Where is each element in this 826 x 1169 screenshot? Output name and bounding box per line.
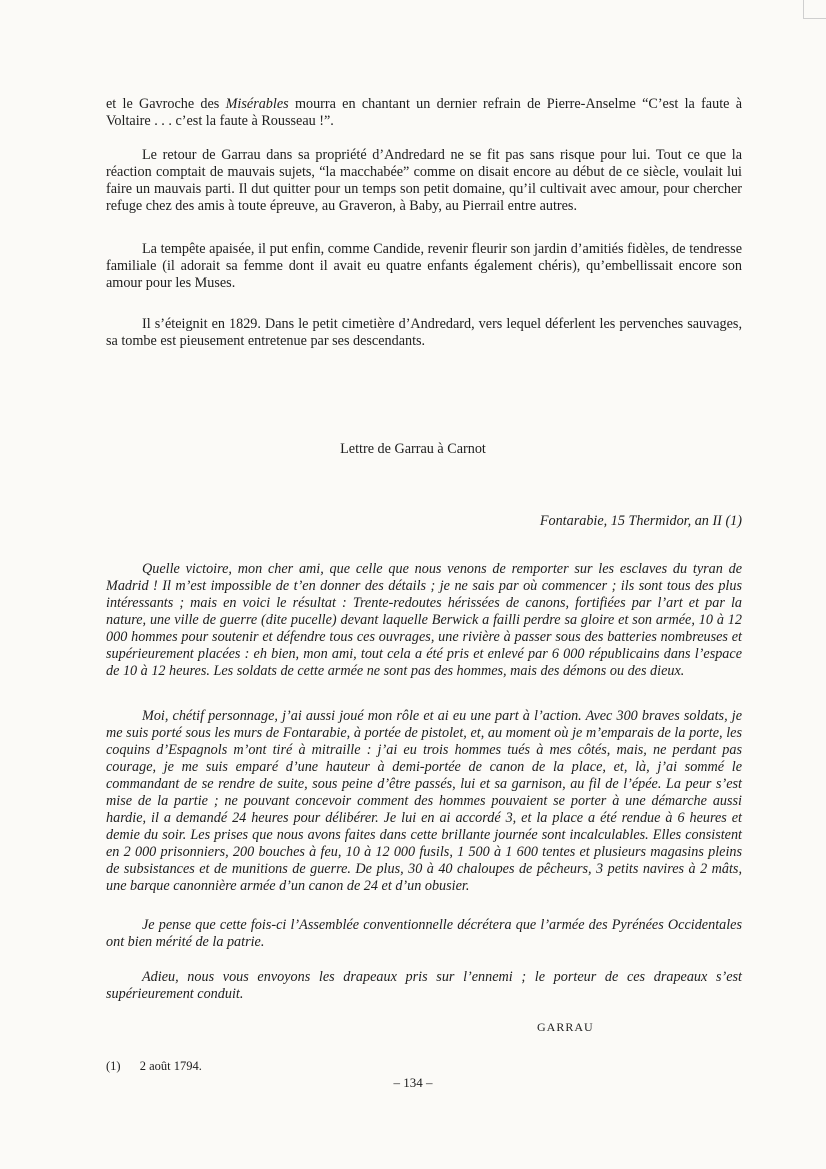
- paragraph-gavroche: [106, 96, 742, 130]
- letter-title: Lettre de Garrau à Carnot: [340, 441, 486, 457]
- letter-paragraph-adieu: Adieu, nous vous envoyons les drapeaux pris sur l’ennemi ; le porteur de ces drapeaux s’est supérieurement conduit.: [106, 969, 742, 1002]
- footnote: [106, 1059, 202, 1074]
- letter-dateline: Fontarabie, 15 Thermidor, an II (1): [539, 513, 742, 529]
- letter-paragraph-action: Moi, chétif personnage, j’ai aussi joué mon rôle et ai eu une part à l’action. Avec 300 braves soldats, je me suis porté sous les murs de Fontarabie, à portée de pistolet, et, au moment où je m’emparais de la porte, les coquins d’Espagnols m’ont tiré à mitraille : j’ai eu trois hommes tués à mes côtés, mais, ne perdant pas courage, je me suis emparé d’une hauteur à demi-portée de canon de la place, et, là, j’ai sommé le commandant de se rendre de suite, sous peine d’être passés, lui et sa garnison, au fil de l’épée. La peur s’est mise de la partie ; ne pouvant concevoir comment des hommes pouvaient se porter à une démarche aussi hardie, il a demandé 24 heures pour délibérer. Je lui en ai accordé 3, et la place a été rendue à 6 heures et demie du soir. Les prises que nous avons faites dans cette brillante journée sont incalculables. Elles consistent en 2 000 prisonniers, 200 bouches à feu, 10 à 12 000 fusils, 1 500 à 1 600 tentes et plusieurs magasins pleins de subsistances et de munitions de guerre. De plus, 30 à 40 chaloupes de pêcheurs, 3 petits navires à 2 mâts, une barque canonnière armée d’un canon de 24 et d’un obusier.: [106, 708, 742, 894]
- page-number: – 134 –: [393, 1075, 433, 1090]
- scan-corner-mark: [803, 0, 826, 19]
- footnote-number: (1): [106, 1059, 121, 1073]
- letter-paragraph-victoire: Quelle victoire, mon cher ami, que celle que nous venons de remporter sur les esclaves du tyran de Madrid ! Il m’est impossible de t’en donner des détails ; je ne sais par où commencer ; ils sont tous des plus intéressants ; mais en voici le résultat : Trente-redoutes hérissées de canons, fortifiées par l’art et par la nature, une ville de guerre (dite pucelle) devant laquelle Berwick a failli perdre sa gloire et son armée, 10 à 12 000 hommes pour soutenir et défendre tous ces ouvrages, une rivière à passer sous des batteries nombreuses et supérieurement placées : eh bien, mon ami, tout cela a été pris et enlevé par 6 000 républicains dans l’espace de 10 à 12 heures. Les soldats de cette armée ne sont pas des hommes, mais des démons ou des dieux.: [106, 561, 742, 679]
- paragraph-text: et le Gavroche des: [106, 96, 226, 112]
- footnote-text: 2 août 1794.: [139, 1059, 202, 1073]
- book-title-miserables: Misérables: [225, 96, 289, 112]
- letter-signature: GARRAU: [537, 1020, 594, 1034]
- letter-paragraph-assemblee: Je pense que cette fois-ci l’Assemblée conventionnelle décrétera que l’armée des Pyrénées Occidentales ont bien mérité de la patrie.: [106, 917, 742, 950]
- paragraph-deces: Il s’éteignit en 1829. Dans le petit cimetière d’Andredard, vers lequel déferlent les pervenches sauvages, sa tombe est pieusement entretenue par ses descendants.: [106, 316, 742, 349]
- paragraph-text: mourra en chantant un dernier refrain de Pierre-Anselme “C’est la faute à Voltaire . . . c’est la faute à Rousseau !”.: [106, 96, 742, 129]
- paragraph-retour: Le retour de Garrau dans sa propriété d’Andredard ne se fit pas sans risque pour lui. Tout ce que la réaction comptait de mauvais sujets, “la macchabée” comme on disait encore au début de ce siècle, voulait lui faire un mauvais parti. Il dut quitter pour un temps son petit domaine, qu’il cultivait avec amour, pour chercher refuge chez des amis à toute épreuve, au Graveron, à Baby, au Pierrail entre autres.: [106, 147, 742, 214]
- paragraph-tempete: La tempête apaisée, il put enfin, comme Candide, revenir fleurir son jardin d’amitiés fidèles, de tendresse familiale (il adorait sa femme dont il avait eu quatre enfants également chéris), qu’embellissait encore son amour pour les Muses.: [106, 241, 742, 291]
